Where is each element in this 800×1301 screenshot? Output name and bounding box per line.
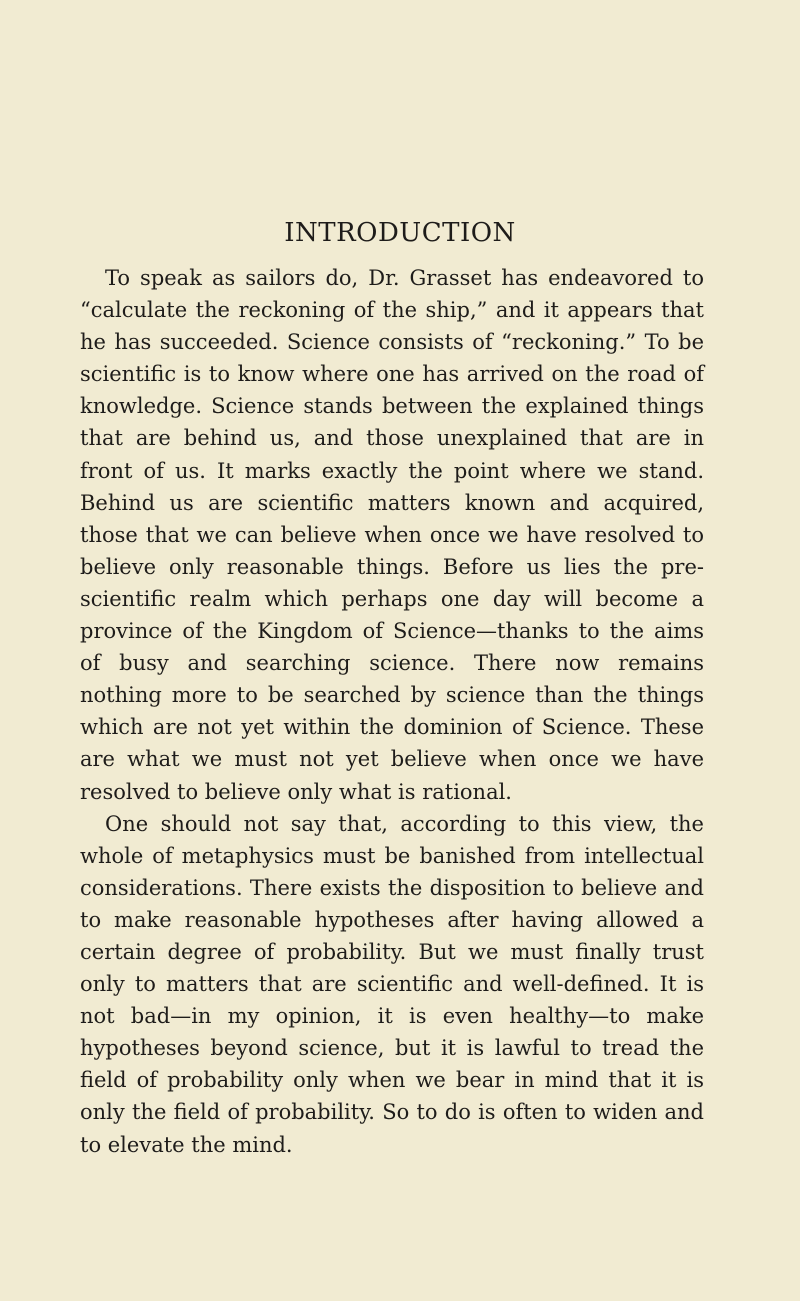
page-heading: INTRODUCTION xyxy=(284,218,516,248)
paragraph-1: To speak as sailors do, Dr. Grasset has endeavored to “calculate the reckoning of the ship,” and it appears that he has succeeded. Science consists of “reckoning.” To be scientific is to know where one has arrived on the road of knowledge. Science stands between the explained things that are behind us, and those unexplained that are in front of us. It marks exactly the point where we stand. Behind us are scientific matters known and acquired, those that we can believe when once we have resolved to believe only reasonable things. Before us lies the pre-scientific realm which perhaps one day will become a province of the Kingdom of Science—thanks to the aims of busy and searching science. There now remains nothing more to be searched by science than the things which are not yet within the dominion of Science. These are what we must not yet believe when once we have resolved to believe only what is rational. xyxy=(80,266,704,804)
body-text xyxy=(80,262,704,1161)
paragraph-2: One should not say that, according to this view, the whole of metaphysics must be banished from intellectual considerations. There exists the disposition to believe and to make reasonable hypotheses after having allowed a certain degree of probability. But we must finally trust only to matters that are scientific and well-defined. It is not bad—in my opinion, it is even healthy—to make hypotheses beyond science, but it is lawful to tread the field of probability only when we bear in mind that it is only the field of probability. So to do is often to widen and to elevate the mind. xyxy=(80,811,704,1157)
